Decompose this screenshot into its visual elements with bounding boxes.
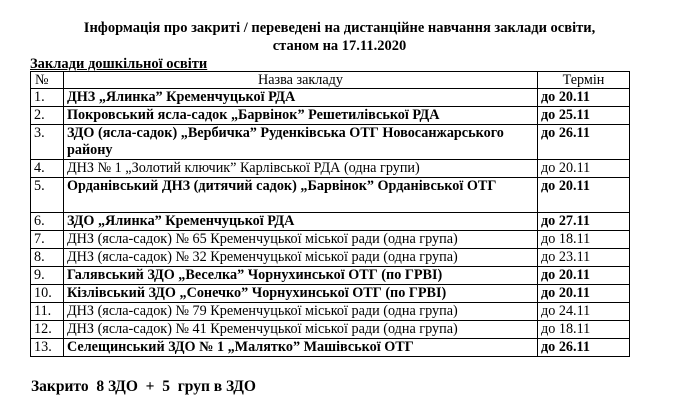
- closure-term: до 27.11: [538, 213, 630, 231]
- institution-name: Селещинський ЗДО № 1 „Малятко” Машівської ОТГ: [64, 339, 538, 357]
- row-number: 11.: [31, 303, 64, 321]
- table-row: [31, 303, 630, 321]
- closure-term: до 26.11: [538, 125, 630, 160]
- column-header-name: Назва закладу: [64, 72, 538, 89]
- row-number: 2.: [31, 107, 64, 125]
- column-header-term: Термін: [538, 72, 630, 89]
- closure-term: до 20.11: [538, 178, 630, 213]
- closure-term: до 23.11: [538, 249, 630, 267]
- row-number: 1.: [31, 89, 64, 107]
- table-row: [31, 231, 630, 249]
- closure-term: до 18.11: [538, 321, 630, 339]
- table-row: [31, 89, 630, 107]
- institution-name: ДНЗ № 1 „Золотий ключик” Карлівської РДА (одна групи): [64, 160, 538, 178]
- closure-term: до 20.11: [538, 89, 630, 107]
- row-number: 12.: [31, 321, 64, 339]
- section-title: Заклади дошкільної освіти: [30, 56, 208, 72]
- document-title: Інформація про закриті / переведені на дистанційне навчання заклади освіти,: [83, 20, 596, 36]
- table-row: [31, 267, 630, 285]
- institution-name: ДНЗ (ясла-садок) № 79 Кременчуцької міської ради (одна група): [64, 303, 538, 321]
- institutions-table: [30, 71, 630, 357]
- table-row: [31, 107, 630, 125]
- closure-term: до 18.11: [538, 231, 630, 249]
- table-row: [31, 213, 630, 231]
- table-row: [31, 178, 630, 213]
- institution-name: Галявський ЗДО „Веселка” Чорнухинської ОТГ (по ГРВІ): [64, 267, 538, 285]
- institution-name: ЗДО „Ялинка” Кременчуцької РДА: [64, 213, 538, 231]
- table-header-row: [31, 72, 630, 89]
- row-number: 13.: [31, 339, 64, 357]
- closure-term: до 20.11: [538, 160, 630, 178]
- row-number: 7.: [31, 231, 64, 249]
- institution-name: Покровський ясла-садок „Барвінок” Решетилівської РДА: [64, 107, 538, 125]
- row-number: 6.: [31, 213, 64, 231]
- row-number: 9.: [31, 267, 64, 285]
- table-row: [31, 339, 630, 357]
- institution-name: ДНЗ „Ялинка” Кременчуцької РДА: [64, 89, 538, 107]
- row-number: 10.: [31, 285, 64, 303]
- institution-name: ДНЗ (ясла-садок) № 41 Кременчуцької міської ради (одна група): [64, 321, 538, 339]
- closure-term: до 25.11: [538, 107, 630, 125]
- institution-name: Кізлівський ЗДО „Сонечко” Чорнухинської ОТГ (по ГРВІ): [64, 285, 538, 303]
- institution-name: ДНЗ (ясла-садок) № 32 Кременчуцької міської ради (одна група): [64, 249, 538, 267]
- row-number: 4.: [31, 160, 64, 178]
- document-date: станом на 17.11.2020: [272, 38, 407, 54]
- table-row: [31, 160, 630, 178]
- table-body: [31, 89, 630, 357]
- institution-name: Орданівський ДНЗ (дитячий садок) „Барвінок” Орданівської ОТГ: [64, 178, 538, 213]
- row-number: 8.: [31, 249, 64, 267]
- row-number: 5.: [31, 178, 64, 213]
- closure-term: до 20.11: [538, 267, 630, 285]
- row-number: 3.: [31, 125, 64, 160]
- institution-name: ДНЗ (ясла-садок) № 65 Кременчуцької міської ради (одна група): [64, 231, 538, 249]
- table-row: [31, 249, 630, 267]
- table-row: [31, 285, 630, 303]
- table-row: [31, 125, 630, 160]
- institution-name: ЗДО (ясла-садок) „Вербичка” Руденківська ОТГ Новосанжарського району: [64, 125, 538, 160]
- column-header-number: №: [31, 72, 64, 89]
- closure-term: до 20.11: [538, 285, 630, 303]
- table-row: [31, 321, 630, 339]
- closure-summary: Закрито 8 ЗДО + 5 груп в ЗДО: [31, 378, 256, 395]
- closure-term: до 24.11: [538, 303, 630, 321]
- closure-term: до 26.11: [538, 339, 630, 357]
